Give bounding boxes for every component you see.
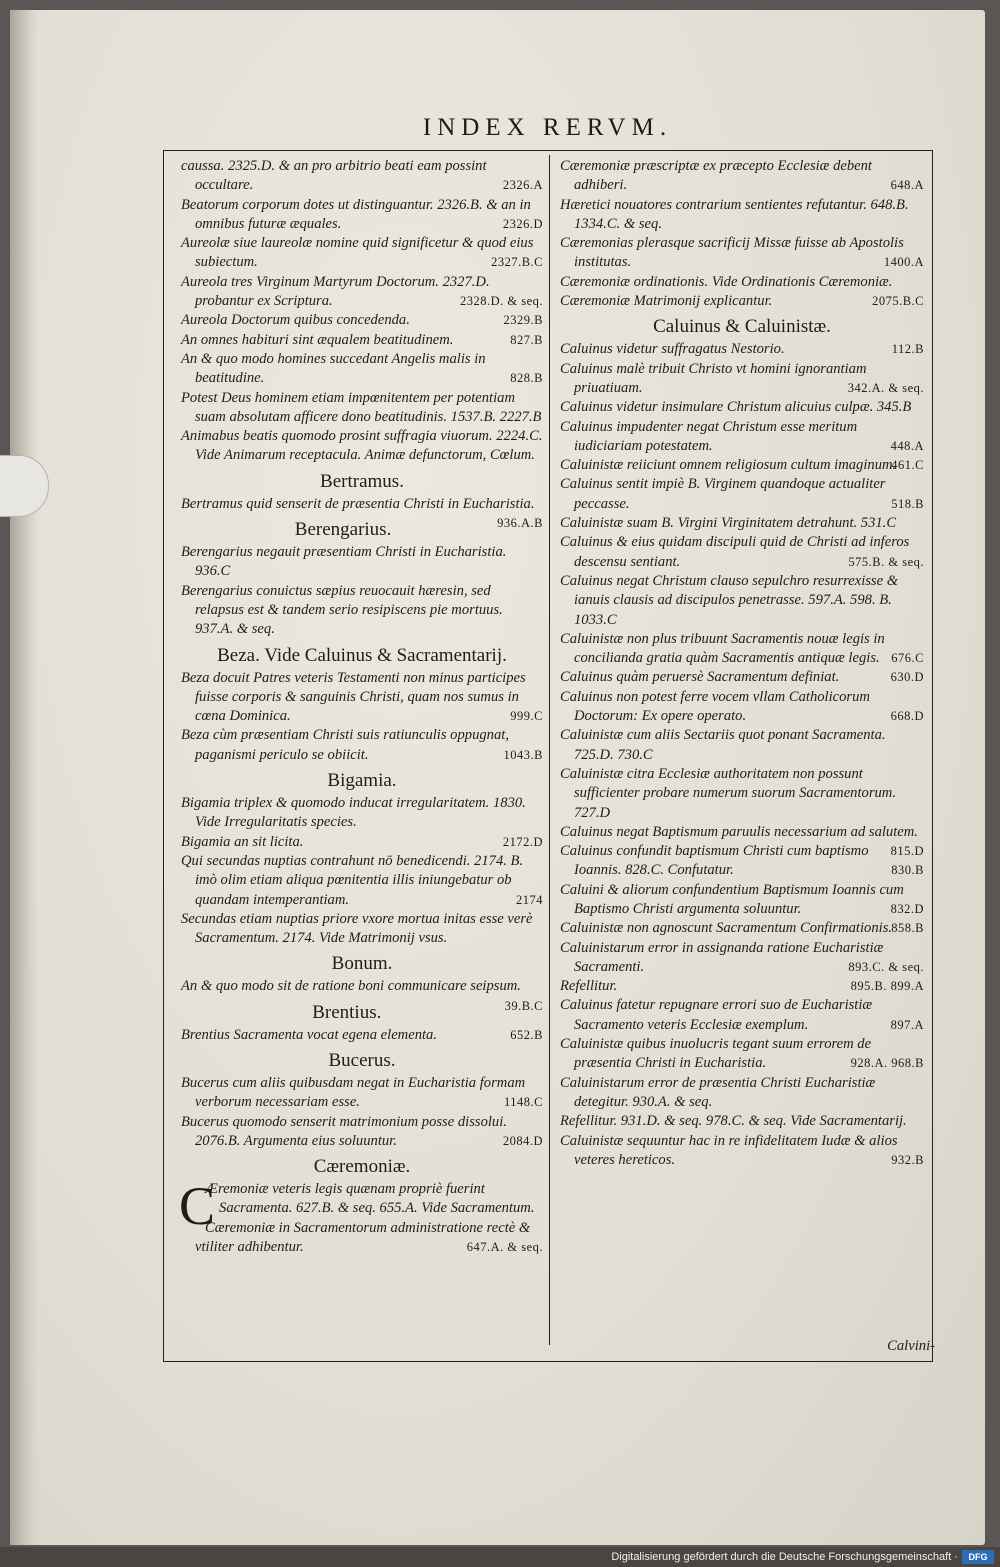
page-reference: 1043.B [503,747,543,762]
page-reference: 832.D [890,901,924,916]
page-reference: 342.A. & seq. [847,380,924,395]
page-reference: 648.A [890,178,924,193]
index-heading: Bertramus. [320,470,404,492]
index-entry [181,350,543,389]
index-entry [181,852,543,910]
page-reference: 2075.B.C [872,294,924,309]
index-entry [181,311,543,330]
page-reference: 2329.B [503,313,543,328]
page-reference: 647.A. & seq. [466,1240,543,1255]
index-entry [560,475,924,514]
index-entry [560,157,924,196]
index-entry [181,1113,543,1152]
index-entry [560,273,924,292]
index-entry [560,919,924,938]
index-heading: Beza. Vide Caluinus & Sacramentarij. [217,644,507,666]
entry-text: Potest Deus hominem etiam impœnitentem per potentiam suam absolutam afficere dono beatitudinis. 1537.B. 2227.B [181,389,542,425]
index-entry [560,234,924,273]
index-entry [560,842,924,881]
index-entry [560,398,924,417]
entry-text: An & quo modo homines succedant Angelis malis in beatitudine. [181,350,486,387]
index-entry [181,1026,543,1045]
index-entry [560,572,924,630]
entry-text: Bigamia an sit licita. [181,833,304,850]
index-entry [181,273,543,312]
index-entry [560,939,924,978]
entry-text: Beatorum corporum dotes ut distinguantur. 2326.B. & an in omnibus futuræ æquales. [181,196,531,232]
entry-text: Caluinistæ citra Ecclesiæ authoritatem non possunt sufficienter probare numerum suorum Sacramentorum. 727.D [560,765,896,821]
index-entry [181,910,543,949]
page-reference: 830.B [891,863,924,878]
index-entry [181,833,543,852]
index-entry [560,292,924,311]
entry-text: Caluinus sentit impiè B. Virginem quandoque actualiter peccasse. [560,476,886,512]
page-reference: 928.A. 968.B [850,1056,924,1071]
index-heading: Bonum. [331,953,393,975]
page-reference: 461.C [891,458,924,473]
entry-text: Caluinistæ quibus inuolucris tegant suum errorem de præsentia Christi in Eucharistia. [560,1036,872,1072]
entry-text: Cæremoniæ in Sacramentorum administratione rectè & vtiliter adhibentur. [195,1219,531,1256]
digitization-footer: Digitalisierung gefördert durch die Deutsche Forschungsgemeinschaft · [0,1547,1000,1567]
running-header: INDEX RERVM. [422,114,673,141]
entry-text: Cæremoniæ præscriptæ ex præcepto Ecclesiæ debent adhiberi. [560,158,872,194]
entry-text: Caluinus & eius quidam discipuli quid de Christi ad inferos descensu sentiant. [560,534,910,570]
entry-text: Caluinus negat Baptismum paruulis necessarium ad salutem. [560,823,918,840]
page-reference: 2172.D [502,834,543,849]
index-entry [560,533,924,572]
index-entry [560,456,924,475]
entry-text: Caluinistæ cum aliis Sectariis quot ponant Sacramenta. 725.D. 730.C [560,727,886,763]
entry-text: Caluinistæ sequuntur hac in re infidelitatem Iudæ & alios veteres hereticos. [560,1132,898,1168]
index-entry [181,389,543,428]
entry-text: Caluinistarum error de præsentia Christi Eucharistiæ detegitur. 930.A. & seq. [560,1074,876,1110]
index-entry [181,234,543,273]
page-gutter-shadow [10,10,38,1545]
catchword: Calvini- [887,1338,935,1354]
index-entry [181,582,543,640]
index-entry [181,543,543,582]
entry-text: Beza cùm præsentiam Christi suis ratiunculis oppugnat, paganismi periculo se obiicit. [181,727,509,763]
page-reference: 999.C [510,709,543,724]
index-entry [560,1035,924,1074]
entry-text: Caluinus videtur suffragatus Nestorio. [560,341,785,358]
index-entry [181,1219,543,1258]
page-reference: 1148.C [504,1095,543,1110]
entry-text: Hæretici nouatores contrarium sentientes refutantur. 648.B. 1334.C. & seq. [560,196,909,232]
entry-text: Aureolæ siue laureolæ nomine quid significetur & quod eius subiectum. [181,235,534,271]
dfg-logo-icon: DFG [962,1550,994,1564]
index-entry [560,514,924,533]
index-entry [181,794,543,833]
page-reference: 676.C [891,651,924,666]
entry-text: Caluinus fatetur repugnare errori suo de Eucharistiæ Sacramento veteris Ecclesiæ exemplum. [560,997,873,1033]
entry-text: Qui secundas nuptias contrahunt nō benedicendi. 2174. B. imò olim etiam aliqua pœnitentia illis iniungebatur ob quandam intemperantiam. [181,852,524,908]
entry-text: Cæremoniæ Matrimonij explicantur. [560,293,773,310]
index-heading: Brentius. [312,1001,382,1023]
index-entry [560,1112,924,1131]
entry-text: Cæremonias plerasque sacrificij Missæ fuisse ab Apostolis institutas. [560,235,904,271]
entry-text: Berengarius conuictus sæpius reuocauit hæresin, sed relapsus est & tandem serio resipiscens pie mortuus. 937.A. & seq. [181,582,503,638]
entry-text: An & quo modo sit de ratione boni communicare seipsum. [181,978,521,995]
index-entry [560,823,924,859]
page-reference: 932.B [891,1152,924,1167]
entry-text: Berengarius negauit præsentiam Christi in Eucharistia. 936.C [181,544,507,580]
index-entry [560,196,924,235]
index-entry [181,196,543,235]
index-entry [560,765,924,823]
page-reference: 575.B. & seq. [848,554,924,569]
entry-text: Cæremoniæ ordinationis. Vide Ordinationis Cæremoniæ. [560,273,893,290]
index-entry [560,1132,924,1171]
index-heading: Cæremoniæ. [313,1156,411,1178]
index-entry [179,1176,543,1237]
left-column [181,157,543,1257]
index-entry [181,726,543,765]
page-reference: 2326.D [502,216,543,231]
page-reference: 2326.A [502,178,543,193]
entry-text: Bertramus quid senserit de præsentia Christi in Eucharistia. [181,495,535,512]
page-reference: 112.B [891,342,924,357]
index-entry [560,977,924,996]
page-reference: 518.B [891,496,924,511]
page-reference: 39.B.C [504,998,543,1013]
index-entry [560,1074,924,1113]
index-entry [560,688,924,727]
index-entry [181,669,543,727]
page-reference: 2327.B.C [491,255,543,270]
index-heading: Caluinus & Caluinistæ. [653,316,831,338]
page-reference: 828.B [510,371,543,386]
entry-text: Caluinus non potest ferre vocem vllam Catholicorum Doctorum: Ex opere operato. [560,688,870,725]
page-reference: 895.B. 899.A [850,979,924,994]
page-reference: 2174 [516,892,543,907]
index-heading: Bucerus. [328,1049,396,1071]
page-reference: 893.C. & seq. [848,959,924,974]
entry-text: caussa. 2325.D. & an pro arbitrio beati eam possint occultare. [181,158,487,194]
entry-text: Bucerus quomodo senserit matrimonium posse dissolui. 2076.B. Argumenta eius soluuntur. [181,1113,507,1149]
page-reference: 897.A [890,1017,924,1032]
index-entry [560,418,924,457]
entry-text: Caluinus quàm peruersè Sacramentum definiat. [560,669,840,686]
entry-text: Caluinus malè tribuit Christo vt homini ignorantiam priuatiuam. [560,360,867,396]
page-reference: 2084.D [502,1133,543,1148]
page-reference: 668.D [890,709,924,724]
page-reference: 827.B [510,332,543,347]
page-reference: 815.D [890,844,924,859]
page-reference: 448.A [890,438,924,453]
index-heading: Berengarius. [294,519,392,541]
page-reference: 936.A.B [497,516,543,531]
page-reference: 1400.A [883,255,924,270]
column-divider [549,155,550,1345]
index-entry [560,630,924,669]
entry-text: Caluinistæ suam B. Virgini Virginitatem detrahunt. 531.C [560,515,897,532]
entry-text: Caluinus confundit baptismum Christi cum baptismo Ioannis. 828.C. Confutatur. [560,843,869,879]
page-reference: 630.D [890,670,924,685]
entry-text: Refellitur. 931.D. & seq. 978.C. & seq. Vide Sacramentarij. [560,1113,907,1130]
entry-text: Animabus beatis quomodo prosint suffragia viuorum. 2224.C. Vide Animarum receptacula. Animæ defunctorum, Cœlum. [181,428,543,464]
entry-text: Aureola Doctorum quibus concedenda. [181,312,410,329]
index-entry [560,726,924,765]
entry-text: Aureola tres Virginum Martyrum Doctorum. 2327.D. probantur ex Scriptura. [181,273,490,310]
entry-text: CÆremoniæ veteris legis quænam propriè fuerint Sacramenta. 627.B. & seq. 655.A. Vide Sacramentum. [179,1176,535,1237]
entry-text: Caluinistæ reiiciunt omnem religiosum cultum imaginum. [560,457,897,474]
entry-text: Brentius Sacramenta vocat egena elementa. [181,1026,437,1043]
index-entry [181,427,543,466]
index-entry [181,331,543,350]
entry-text: Caluinistæ non agnoscunt Sacramentum Confirmationis. [560,920,893,937]
index-entry [181,1074,543,1113]
entry-text: Caluinus negat Christum clauso sepulchro resurrexisse & ianuis clausis ad discipulos penetrasse. 597.A. 598. B. 1033.C [560,572,899,628]
entry-text: Caluinistarum error in assignanda ratione Eucharistiæ Sacramenti. [560,939,884,975]
index-heading: Bigamia. [327,770,397,792]
entry-text: An omnes habituri sint æqualem beatitudinem. [181,331,454,348]
index-entry [560,996,924,1035]
entry-text: Secundas etiam nuptias priore vxore mortua initas esse verè Sacramentum. 2174. Vide Matrimonij vsus. [181,910,533,947]
page-reference: 652.B [510,1027,543,1042]
right-column [560,157,924,1170]
index-entry [560,881,924,920]
page-reference: 858.B [891,921,924,936]
entry-text: Caluinus videtur insimulare Christum alicuius culpæ. 345.B [560,399,912,416]
entry-text: Refellitur. [560,978,618,995]
page-reference: 2328.D. & seq. [459,294,543,309]
entry-text: Bucerus cum aliis quibusdam negat in Eucharistia formam verborum necessariam esse. [181,1074,526,1111]
index-entry [560,668,924,687]
entry-text: Beza docuit Patres veteris Testamenti non minus participes fuisse corporis & sanguinis Christi, quam nos sumus in cœna Dominica. [181,669,526,725]
index-entry [181,157,543,196]
entry-text: Bigamia triplex & quomodo inducat irregularitatem. 1830. Vide Irregularitatis species. [181,795,526,831]
index-entry [560,340,924,359]
entry-text: Caluinistæ non plus tribuunt Sacramentis nouæ legis in concilianda gratia quàm Sacramentis antiquæ legis. [560,630,885,667]
index-entry [560,360,924,399]
entry-text: Caluinus impudenter negat Christum esse meritum iudiciariam potestatem. [560,418,858,454]
entry-text: Caluini & aliorum confundentium Baptismum Ioannis cum Baptismo Christi argumenta soluuntur. [560,881,904,917]
